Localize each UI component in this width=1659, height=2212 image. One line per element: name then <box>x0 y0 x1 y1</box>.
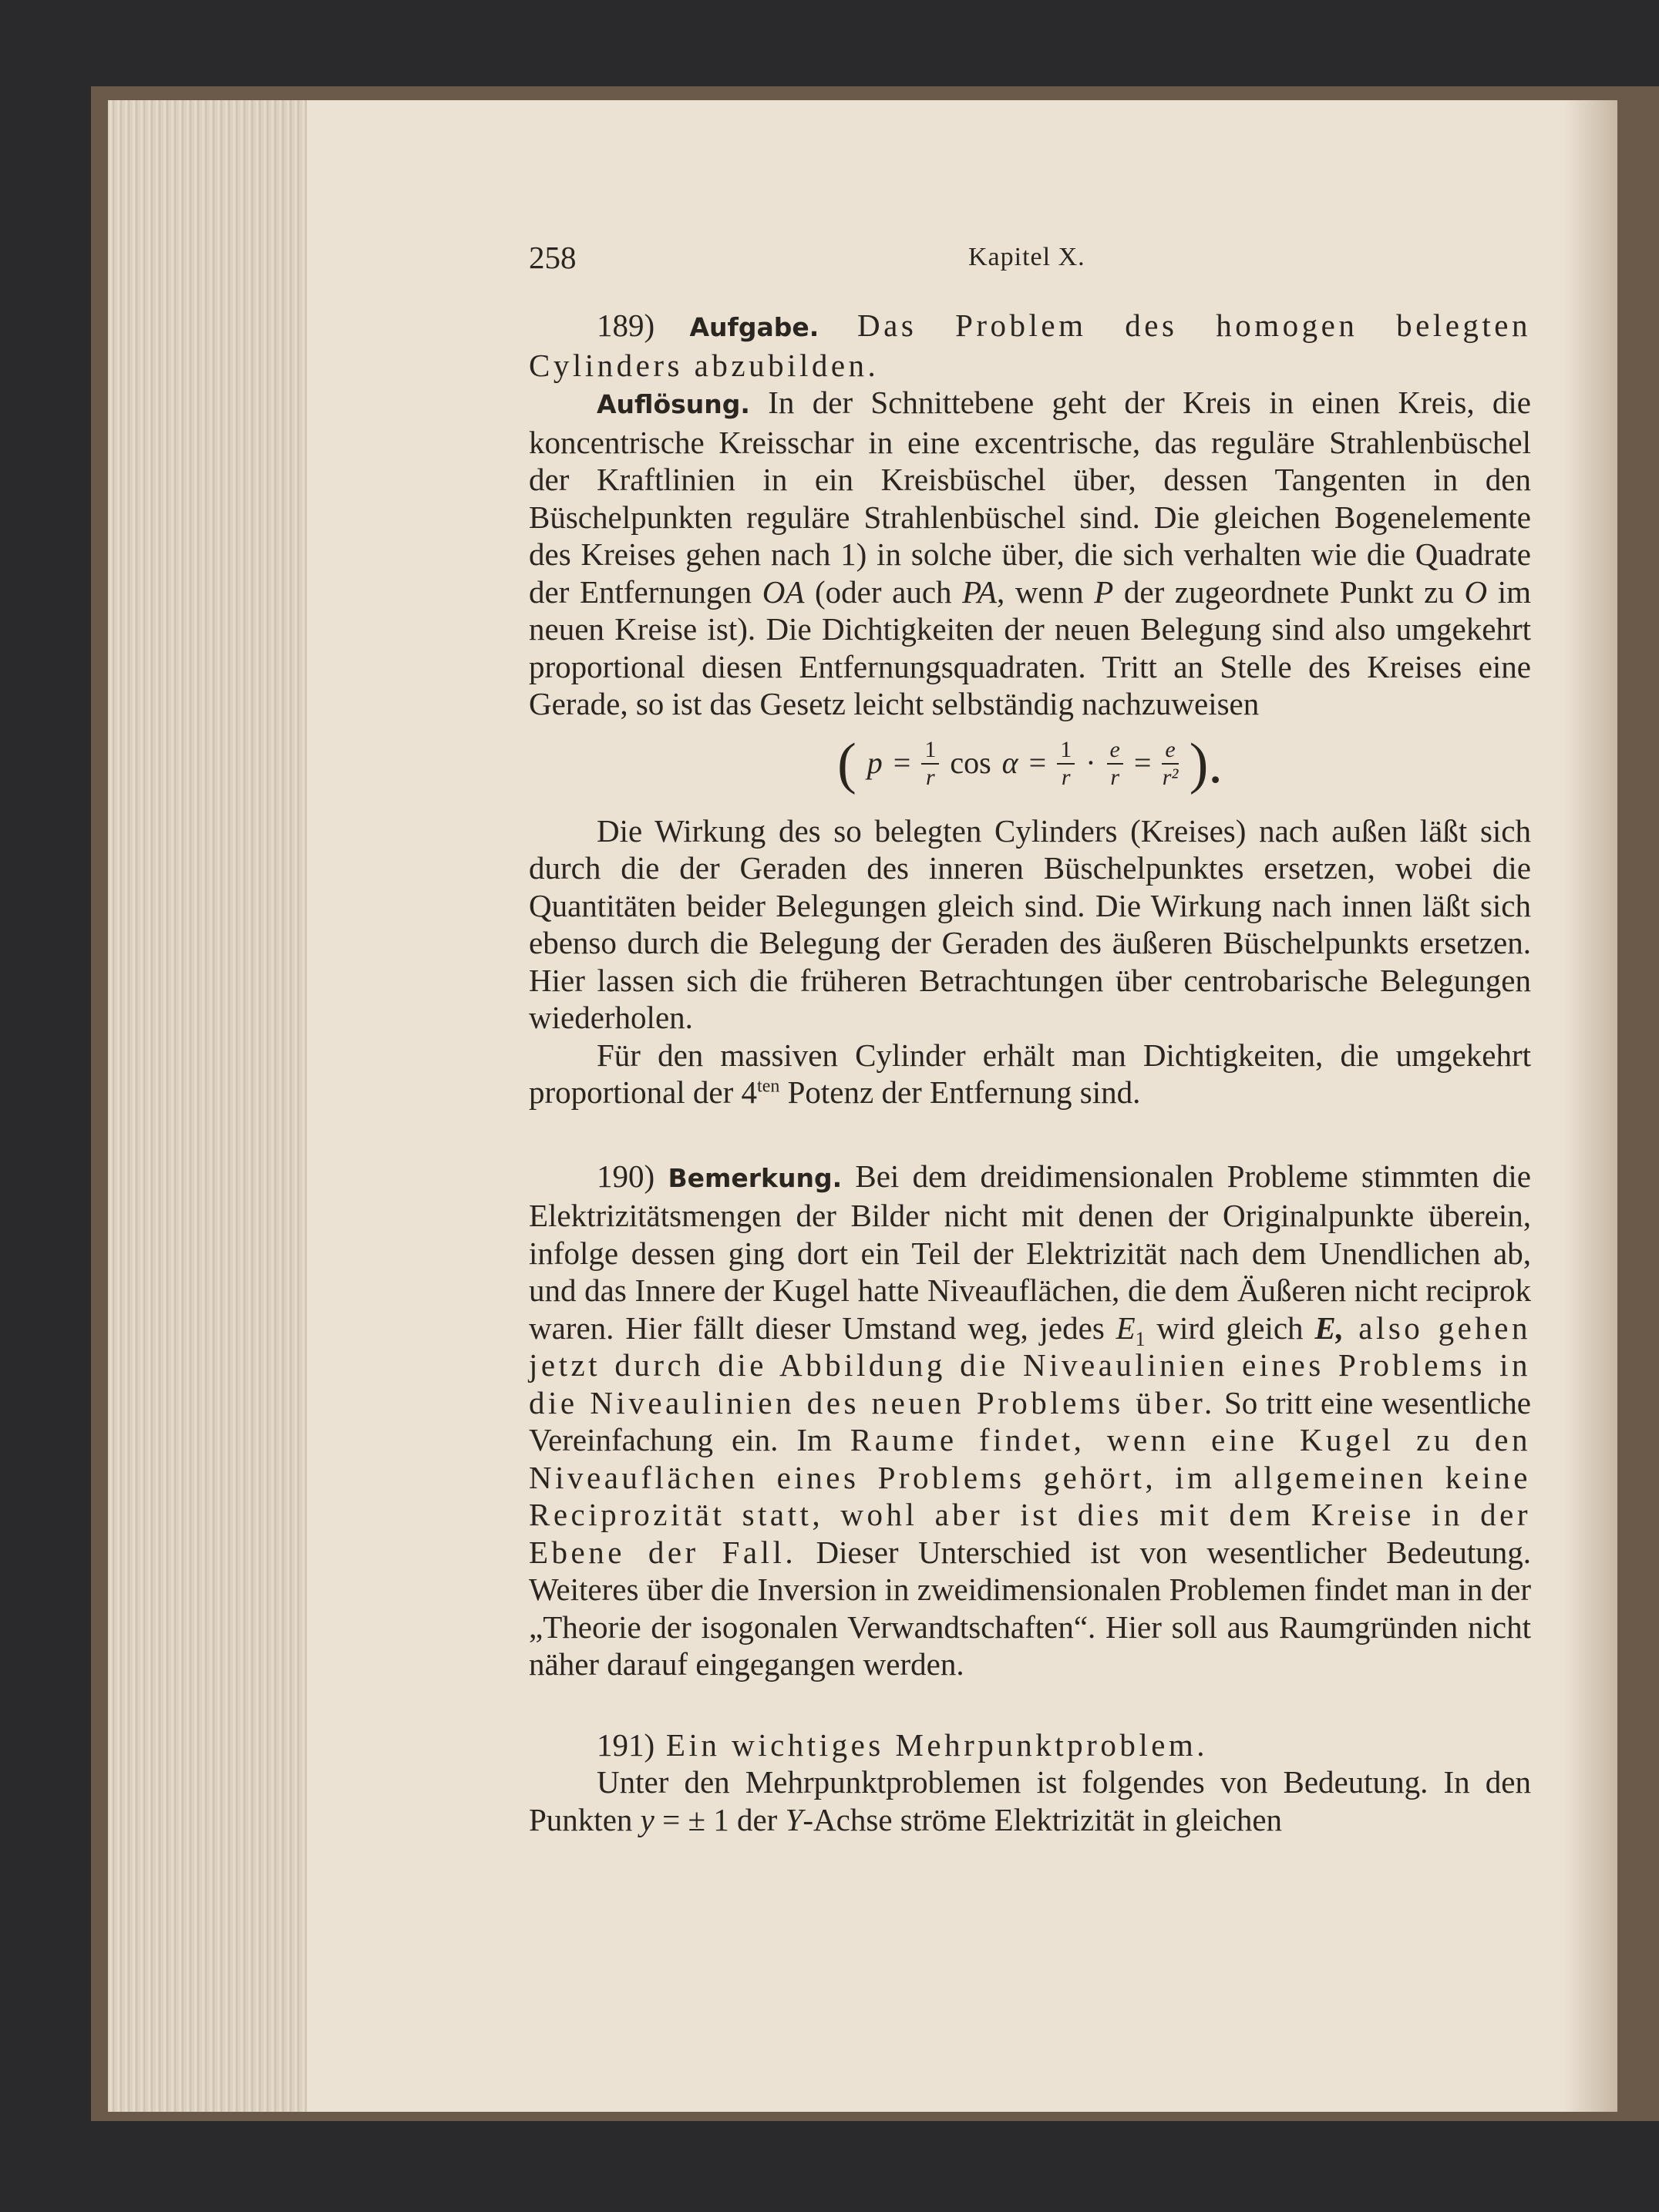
solution-text-4: der zugeordnete Punkt zu <box>1113 573 1465 610</box>
para191-eq: = ± 1 <box>654 1801 729 1837</box>
symbol-oa: OA <box>762 573 805 610</box>
formula <box>529 731 1531 802</box>
running-head: Kapitel X. <box>968 243 1085 271</box>
formula-close-paren: ). <box>1189 731 1223 795</box>
formula-eq-1: = <box>893 745 911 781</box>
page-text <box>529 239 1531 1838</box>
formula-fraction-1 <box>921 737 939 791</box>
fraction-4-den: r² <box>1162 764 1179 790</box>
formula-eq-3: = <box>1133 745 1152 781</box>
fraction-2-num: 1 <box>1057 737 1075 765</box>
fraction-1-num: 1 <box>921 737 939 765</box>
spacer <box>529 1111 1531 1158</box>
symbol-pa: PA <box>962 573 997 610</box>
gutter-shadow <box>1563 100 1617 2112</box>
page-edges <box>108 100 308 2112</box>
section-189-title: Das Problem des homogen belegten Cylinders abzubilden. <box>529 308 1531 383</box>
spacer <box>529 1683 1531 1726</box>
section-191-title: Ein wichtiges Mehrpunktproblem. <box>655 1726 1209 1763</box>
formula-fraction-4 <box>1162 737 1178 791</box>
section-190-spaced-1: also gehen jetzt durch die Abbildung die Niveaulinien eines Problems in die Niveaulinien des neuen Problems über. <box>529 1309 1531 1420</box>
fraction-1-den: r <box>925 764 935 790</box>
formula-alpha: α <box>1001 745 1018 781</box>
fraction-3-num: e <box>1107 737 1123 765</box>
solution-text-5: im neuen Kreise ist). Die Dichtigkeiten der neuen Belegung sind also umgekehrt proportional diesen Entfernungsquadraten. Tritt an Stelle des Kreises eine Gerade, so ist das Gesetz leicht selbständig nachzuweisen <box>529 573 1531 721</box>
section-190-text-2: wird gleich <box>1145 1309 1315 1346</box>
section-190-number: 190) <box>597 1158 655 1194</box>
paragraph-massive-cylinder <box>529 1037 1531 1111</box>
section-190-text-4: Dieser Unterschied ist von wesentlicher Bedeutung. Weiteres über die Inversion in zweidimensionalen Problemen findet man in der „Theorie der isogonalen Verwandtschaften“. Hier soll aus Raumgründen nicht näher darauf eingegangen werden. <box>529 1534 1531 1682</box>
symbol-p: P <box>1094 573 1114 610</box>
section-190 <box>529 1158 1531 1683</box>
solution-text-3: , wenn <box>996 573 1095 610</box>
solution-text-1: In der Schnittebene geht der Kreis in einen Kreis, die koncentrische Kreisschar in eine excentrische, das reguläre Strahlenbüschel der Kraftlinien in ein Kreisbüschel über, dessen Tangenten in den Büschelpunkten reguläre Strahlenbüschel sind. Die gleichen Bogenelemente des Kreises gehen nach 1) in solche über, die sich verhalten wie die Quadrate der Entfernungen <box>529 385 1531 610</box>
section-191 <box>529 1726 1531 1764</box>
section-189-label: Aufgabe. <box>689 312 819 342</box>
fraction-2-den: r <box>1061 764 1071 790</box>
para191-text-2: der <box>729 1801 786 1837</box>
section-190-spaced-2: Raume findet, wenn eine Kugel zu den Niveauflächen eines Problems gehört, im allgemeinen keine Reciprozität statt, wohl aber ist dies mit dem Kreise in der Ebene der Fall. <box>529 1422 1531 1570</box>
paragraph-effect: Die Wirkung des so belegten Cylinders (Kreises) nach außen läßt sich durch die der Geraden des inneren Büschelpunktes ersetzen, wobei die Quantitäten beider Belegungen gleich sind. Die Wirkung nach innen läßt sich ebenso durch die Belegung der Geraden des äußeren Büschelpunkts ersetzen. Hier lassen sich die früheren Betrachtungen über centrobarische Belegungen wiederholen. <box>529 812 1531 1035</box>
symbol-e-bold: E, <box>1314 1309 1344 1346</box>
page-number: 258 <box>529 240 577 275</box>
formula-dot: · <box>1085 745 1096 781</box>
symbol-Y: Y <box>785 1801 803 1837</box>
formula-fraction-2 <box>1057 737 1075 791</box>
solution-text-2: (oder auch <box>804 573 963 610</box>
fraction-4-num: e <box>1162 737 1178 765</box>
section-190-label: Bemerkung. <box>668 1162 843 1193</box>
symbol-e1-subscript: 1 <box>1135 1327 1146 1350</box>
para3-text-1: Für den massiven Cylinder erhält man Dichtigkeiten, die umgekehrt proportional der 4 <box>529 1037 1531 1110</box>
section-190-text-3: So tritt eine wesentliche Vereinfachung ein. Im <box>529 1384 1531 1457</box>
para3-superscript: ten <box>757 1076 780 1097</box>
section-191-number: 191) <box>597 1726 655 1763</box>
formula-open-paren: ( <box>837 731 856 795</box>
fraction-3-den: r <box>1110 764 1120 790</box>
section-189-number: 189) <box>597 308 655 343</box>
paragraph-191 <box>529 1763 1531 1838</box>
para191-text-1: Unter den Mehrpunktproblemen ist folgendes von Bedeutung. In den Punkten <box>529 1764 1531 1837</box>
para191-text-3: -Achse ströme Elektrizität in gleichen <box>803 1801 1283 1837</box>
formula-p: p <box>867 745 883 781</box>
formula-eq-2: = <box>1028 745 1047 781</box>
symbol-o: O <box>1464 573 1488 610</box>
formula-cos: cos <box>950 745 991 781</box>
page-header <box>529 239 1531 279</box>
solution-paragraph <box>529 384 1531 723</box>
symbol-e1: E <box>1116 1309 1136 1346</box>
para3-text-2: Potenz der Entfernung sind. <box>779 1074 1141 1110</box>
section-189 <box>529 307 1531 384</box>
solution-label: Auflösung. <box>597 389 750 419</box>
formula-fraction-3 <box>1107 737 1123 791</box>
section-190-text-1: Bei dem dreidimensionalen Probleme stimmten die Elektrizitätsmengen der Bilder nicht mit denen der Originalpunkte überein, infolge dessen ging dort ein Teil der Elektrizität nach dem Unendlichen ab, und das Innere der Kugel hatte Niveauflächen, die dem Äußeren nicht reciprok waren. Hier fällt dieser Umstand weg, jedes <box>529 1158 1531 1346</box>
symbol-y: y <box>640 1801 655 1837</box>
